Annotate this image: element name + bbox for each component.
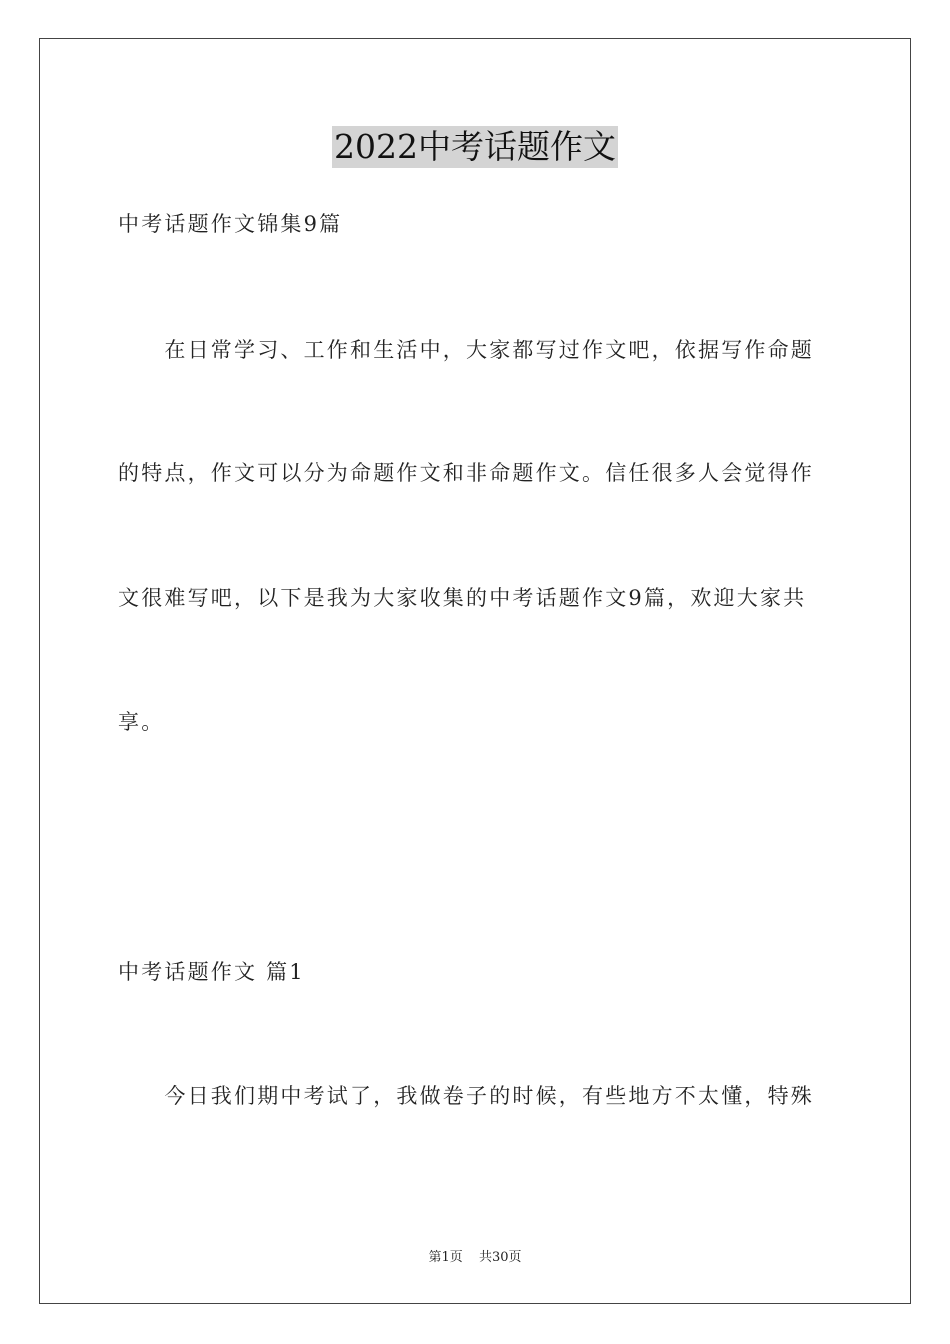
total-pages: 共30页 <box>478 1250 522 1265</box>
intro-line-2: 的特点，作文可以分为命题作文和非命题作文。信任很多人会觉得作 <box>118 461 814 485</box>
intro-line-3: 文很难写吧，以下是我为大家收集的中考话题作文9篇，欢迎大家共 <box>118 586 807 610</box>
document-title: 2022中考话题作文 <box>334 127 616 166</box>
intro-line-4: 享。 <box>118 710 165 734</box>
page-footer <box>0 1246 950 1265</box>
page-number: 第1页 <box>428 1250 463 1265</box>
document-subtitle: 中考话题作文锦集9篇 <box>118 212 343 236</box>
section-heading: 中考话题作文 篇1 <box>118 960 305 984</box>
title-wrap <box>0 126 950 168</box>
intro-line-1: 在日常学习、工作和生活中，大家都写过作文吧，依据写作命题 <box>118 338 814 362</box>
section-first-line: 今日我们期中考试了，我做卷子的时候，有些地方不太懂，特殊 <box>118 1084 814 1108</box>
